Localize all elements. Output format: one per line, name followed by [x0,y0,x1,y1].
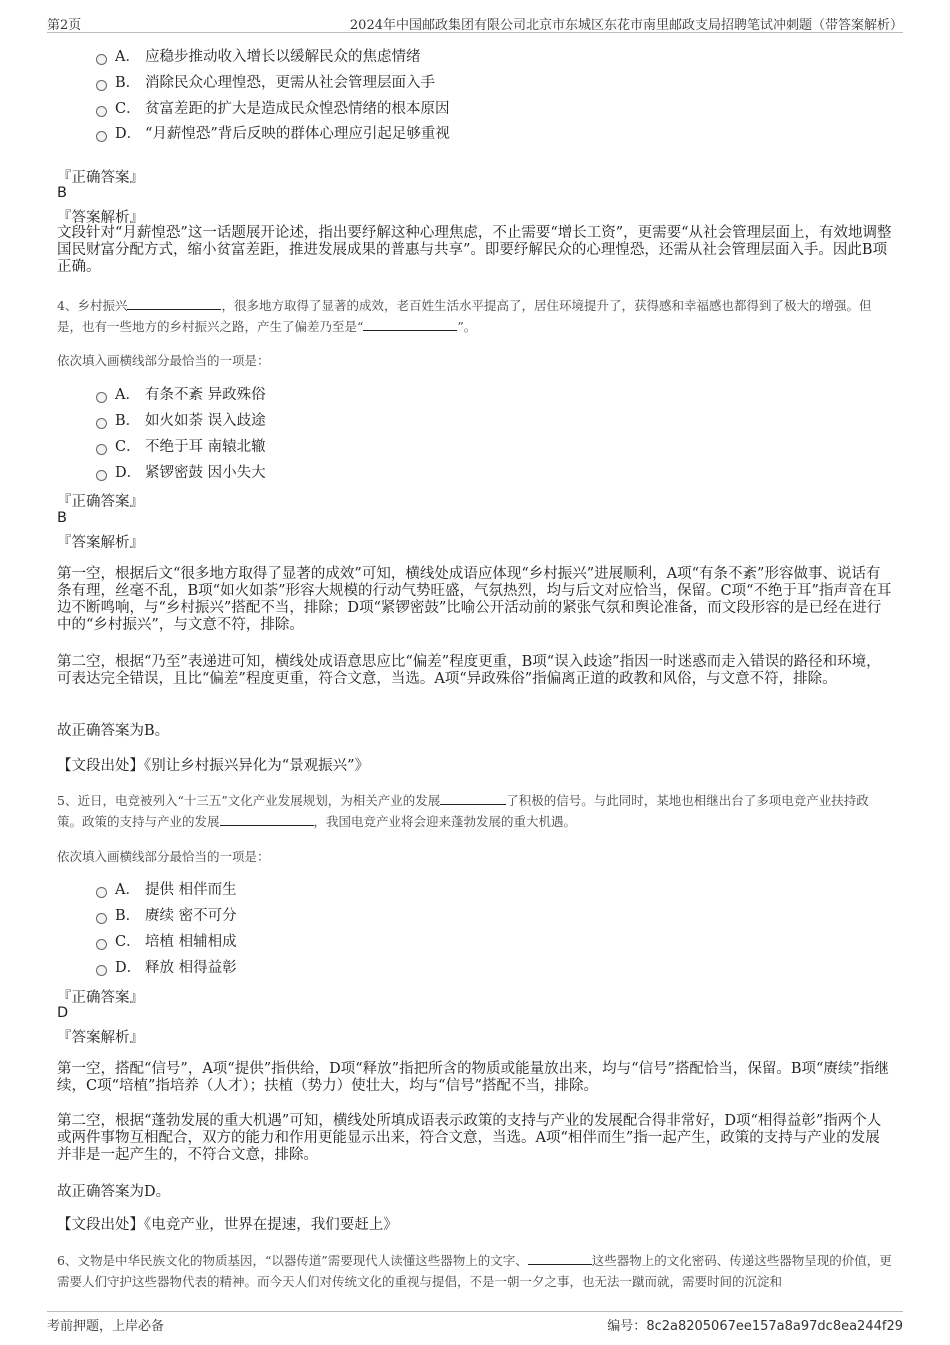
q4-answer: B [57,510,67,526]
q4-stem: 4、乡村振兴 ，很多地方取得了显著的成效，老百姓生活水平提高了，居住环境提升了，获得感和幸福感也都得到了极大的增强。但是，也有一些地方的乡村振兴之路，产生了偏差乃至是“ ”。 [57,298,872,334]
q4-analysis-label: 『答案解析』 [57,535,144,551]
q3-option-a[interactable]: A． 应稳步推动收入增长以缓解民众的焦虑情绪 [96,47,421,67]
page-header [47,14,903,33]
blank [440,791,506,805]
q4-source: 【文段出处】《别让乡村振兴异化为“景观振兴”》 [57,758,370,774]
blank [220,812,314,826]
q5-analysis-1: 第一空，搭配“信号”，A项“提供”指供给，D项“释放”指把所含的物质或能量放出来，均与“信号”搭配恰当，保留。B项“赓续”指继续，C项“培植”指培养（人才）；扶植（势力）使壮大，均与“信号”搭配不当，排除。 [57,1061,889,1094]
q4-answer-label: 『正确答案』 [57,494,144,510]
q5-instruction: 依次填入画横线部分最恰当的一项是： [57,849,270,864]
q3-option-b[interactable]: B． 消除民众心理惶恐，更需从社会管理层面入手 [96,73,435,93]
q5-conclusion: 故正确答案为D。 [57,1184,171,1200]
q3-answer-label: 『正确答案』 [57,170,144,186]
document-title: 2024年中国邮政集团有限公司北京市东城区东花市南里邮政支局招聘笔试冲刺题（带答案解析） [349,18,903,33]
blank [528,1251,592,1265]
radio-icon[interactable] [96,939,107,950]
page-number: 第2页 [47,18,82,33]
q4-option-c[interactable]: C． 不绝于耳 南辕北辙 [96,437,266,457]
q5-option-a[interactable]: A． 提供 相伴而生 [96,880,237,900]
q3-option-c[interactable]: C． 贫富差距的扩大是造成民众惶恐情绪的根本原因 [96,99,450,119]
footer-slogan: 考前押题，上岸必备 [47,1319,165,1334]
q5-answer-label: 『正确答案』 [57,990,144,1006]
document-code: 编号：8c2a8205067ee157a8a97dc8ea244f29 [607,1319,903,1334]
q4-option-d[interactable]: D． 紧锣密鼓 因小失大 [96,463,266,483]
q4-analysis-1: 第一空，根据后文“很多地方取得了显著的成效”可知，横线处成语应体现“乡村振兴”进展顺利，A项“有条不紊”形容做事、说话有条有理，丝毫不乱，B项“如火如荼”形容大规模的行动气势旺盛，气氛热烈，均与后文对应恰当，保留。C项“不绝于耳”指声音在耳边不断鸣响，与“乡村振兴”搭配不当，排除；D项“紧锣密鼓”比喻公开活动前的紧张气氛和舆论准备，而文段形容的是已经在进行中的“乡村振兴”，与文意不符，排除。 [57,566,892,633]
q6-stem: 6、文物是中华民族文化的物质基因，“以器传道”需要现代人读懂这些器物上的文字、 这些器物上的文化密码、传递这些器物呈现的价值，更需要人们守护这些器物代表的精神。而今天人们对传统文化的重视与提倡，不是一朝一夕之事，也无法一蹴而就，需要时间的沉淀和 [57,1253,892,1289]
q5-stem: 5、近日，电竞被列入“十三五”文化产业发展规划，为相关产业的发展 了积极的信号。与此同时，某地也相继出台了多项电竞产业扶持政策。政策的支持与产业的发展 ，我国电竞产业将会迎来蓬勃发展的重大机遇。 [57,793,869,829]
q4-option-a[interactable]: A． 有条不紊 异政殊俗 [96,385,266,405]
q4-instruction: 依次填入画横线部分最恰当的一项是： [57,353,270,368]
q5-analysis-label: 『答案解析』 [57,1030,144,1046]
q3-option-d[interactable]: D． “月薪惶恐”背后反映的群体心理应引起足够重视 [96,124,450,144]
radio-icon[interactable] [96,131,107,142]
page-footer [47,1311,903,1335]
q3-answer: B [57,185,67,201]
radio-icon[interactable] [96,444,107,455]
q3-analysis-label: 『答案解析』 [57,210,144,226]
q5-option-c[interactable]: C． 培植 相辅相成 [96,932,237,952]
radio-icon[interactable] [96,80,107,91]
q4-option-b[interactable]: B． 如火如荼 误入歧途 [96,411,266,431]
q5-option-d[interactable]: D． 释放 相得益彰 [96,958,237,978]
q3-analysis: 文段针对“月薪惶恐”这一话题展开论述，指出要纾解这种心理焦虑，不止需要“增长工资”，更需要“从社会管理层面上，有效地调整国民财富分配方式，缩小贫富差距，推进发展成果的普惠与共享”。即要纾解民众的心理惶恐，还需从社会管理层面入手。因此B项正确。 [57,225,892,275]
q4-conclusion: 故正确答案为B。 [57,723,170,739]
q5-source: 【文段出处】《电竞产业，世界在提速，我们要赶上》 [57,1217,398,1233]
radio-icon[interactable] [96,887,107,898]
radio-icon[interactable] [96,913,107,924]
radio-icon[interactable] [96,392,107,403]
radio-icon[interactable] [96,54,107,65]
q5-answer: D [57,1005,69,1021]
q5-analysis-2: 第二空，根据“蓬勃发展的重大机遇”可知，横线处所填成语表示政策的支持与产业的发展配合得非常好，D项“相得益彰”指两个人或两件事物互相配合，双方的能力和作用更能显示出来，符合文意，当选。A项“相伴而生”指一起产生，政策的支持与产业的发展并非是一起产生的，不符合文意，排除。 [57,1113,882,1163]
q4-analysis-2: 第二空，根据“乃至”表递进可知，横线处成语意思应比“偏差”程度更重，B项“误入歧途”指因一时迷惑而走入错误的路径和环境，可表达完全错误，且比“偏差”程度更重，符合文意，当选。A项“异政殊俗”指偏离正道的政教和风俗，与文意不符，排除。 [57,654,881,687]
q5-option-b[interactable]: B． 赓续 密不可分 [96,906,237,926]
radio-icon[interactable] [96,106,107,117]
blank [363,317,457,331]
blank [127,296,221,310]
radio-icon[interactable] [96,418,107,429]
radio-icon[interactable] [96,470,107,481]
radio-icon[interactable] [96,965,107,976]
